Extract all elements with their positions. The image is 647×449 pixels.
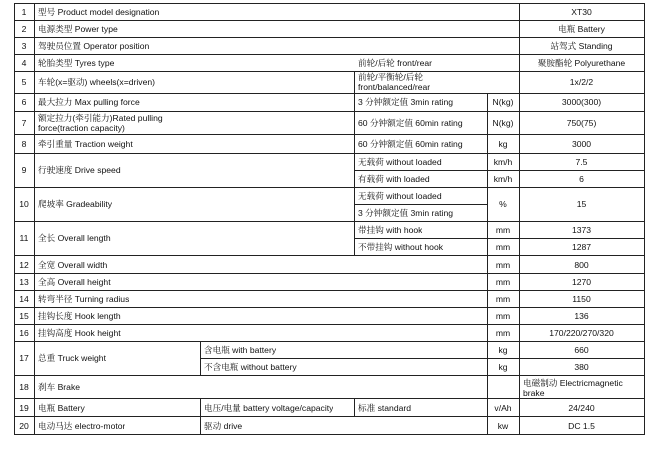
row-value: 1x/2/2 [569, 77, 594, 87]
row-value: 站驾式 Standing [550, 41, 613, 51]
row-standard: 标准 standard [358, 403, 412, 413]
row-divider [14, 153, 645, 154]
row-value: 136 [574, 311, 589, 321]
row-value: 15 [576, 199, 587, 209]
row-condition: 不含电瓶 without battery [204, 362, 297, 372]
row-number: 6 [21, 97, 27, 107]
row-label: 驾驶员位置 Operator position [38, 41, 150, 51]
row-value: 3000 [571, 139, 592, 149]
row-label: 全高 Overall height [38, 277, 111, 287]
row-divider [14, 290, 645, 291]
row-unit: % [499, 199, 507, 209]
row-value: 电瓶 Battery [558, 24, 605, 34]
row-number: 3 [21, 41, 27, 51]
row-divider [14, 273, 645, 274]
row-label: 最大拉力 Max pulling force [38, 97, 140, 107]
row-condition: 3 分钟额定值 3min rating [358, 97, 454, 107]
row-unit: N(kg) [492, 97, 514, 107]
row-unit: mm [495, 328, 511, 338]
row-condition: 含电瓶 with battery [204, 345, 277, 355]
row-divider [14, 20, 645, 21]
row-value: 380 [574, 362, 589, 372]
row-number: 13 [19, 277, 29, 287]
row-unit: mm [495, 225, 511, 235]
row-condition: 带挂钩 with hook [358, 225, 423, 235]
border-line [14, 434, 645, 435]
row-label: 电瓶 Battery [38, 403, 85, 413]
row-condition: 无载荷 without loaded [358, 157, 442, 167]
row-label: 挂钩长度 Hook length [38, 311, 121, 321]
row-label: 车轮(x=驱动) wheels(x=driven) [38, 77, 155, 87]
row-number: 10 [19, 199, 29, 209]
row-unit: mm [495, 242, 511, 252]
column-divider [34, 3, 35, 434]
row-divider [14, 54, 645, 55]
row-condition: 驱动 drive [204, 421, 243, 431]
row-number: 18 [19, 382, 29, 392]
row-number: 20 [19, 421, 29, 431]
row-value: 660 [574, 345, 589, 355]
row-label: 全宽 Overall width [38, 260, 108, 270]
row-label: 刹车 Brake [38, 382, 81, 392]
row-divider [14, 307, 645, 308]
row-divider [354, 238, 645, 239]
column-divider [200, 341, 201, 375]
row-value: XT30 [571, 7, 592, 17]
row-value: 750(75) [566, 118, 597, 128]
row-label: 全长 Overall length [38, 233, 111, 243]
row-value: 聚胺酯轮 Polyurethane [537, 58, 626, 68]
row-divider [14, 255, 645, 256]
border-line [14, 3, 645, 4]
row-condition: 前轮/后轮 front/rear [358, 58, 433, 68]
row-label: 轮胎类型 Tyres type [38, 58, 115, 68]
row-divider [354, 204, 487, 205]
row-label: 总重 Truck weight [38, 353, 106, 363]
row-label: 电源类型 Power type [38, 24, 118, 34]
row-label: 电动马达 electro-motor [38, 421, 126, 431]
row-divider [14, 416, 645, 417]
row-label: 转弯半径 Turning radius [38, 294, 130, 304]
row-value: 170/220/270/320 [549, 328, 614, 338]
row-divider [14, 134, 645, 135]
row-number: 2 [21, 24, 27, 34]
row-number: 1 [21, 7, 27, 17]
row-value: 3000(300) [561, 97, 602, 107]
row-divider [14, 398, 645, 399]
row-label: 额定拉力(牵引能力)Rated pulling [38, 113, 163, 123]
row-unit: kg [498, 362, 508, 372]
row-unit: N(kg) [492, 118, 514, 128]
row-number: 5 [21, 77, 27, 87]
row-number: 16 [19, 328, 29, 338]
row-value: 24/240 [568, 403, 595, 413]
row-condition: 3 分钟额定值 3min rating [358, 208, 454, 218]
row-value: 电磁制动 Electricmagnetic [523, 378, 623, 388]
row-value: 7.5 [575, 157, 588, 167]
row-unit: kw [497, 421, 509, 431]
row-number: 4 [21, 58, 27, 68]
row-condition: 电压/电量 battery voltage/capacity [204, 403, 334, 413]
row-divider [14, 37, 645, 38]
row-divider [14, 341, 645, 342]
row-condition: 60 分钟额定值 60min rating [358, 118, 463, 128]
row-label: 行驶速度 Drive speed [38, 165, 121, 175]
row-unit: mm [495, 311, 511, 321]
row-value: 1270 [571, 277, 592, 287]
row-divider [14, 111, 645, 112]
row-label: 型号 Product model designation [38, 7, 160, 17]
row-unit: v/Ah [494, 403, 512, 413]
row-divider [14, 324, 645, 325]
row-unit: kg [498, 139, 508, 149]
row-unit: km/h [493, 157, 513, 167]
row-unit: kg [498, 345, 508, 355]
row-divider [200, 358, 645, 359]
row-value: 1287 [571, 242, 592, 252]
row-label: force(traction capacity) [38, 123, 125, 133]
row-unit: mm [495, 294, 511, 304]
row-condition: 有载荷 with loaded [358, 174, 430, 184]
row-value: DC 1.5 [568, 421, 595, 431]
row-divider [14, 71, 645, 72]
row-label: 牵引重量 Traction weight [38, 139, 133, 149]
row-divider [14, 375, 645, 376]
row-number: 9 [21, 165, 27, 175]
row-value: 1373 [571, 225, 592, 235]
row-condition: 60 分钟额定值 60min rating [358, 139, 463, 149]
row-unit: mm [495, 260, 511, 270]
row-condition: 前轮/平衡轮/后轮 [358, 72, 423, 82]
row-label: 挂钩高度 Hook height [38, 328, 121, 338]
row-value: 800 [574, 260, 589, 270]
row-number: 7 [21, 118, 27, 128]
row-value: 6 [579, 174, 584, 184]
row-unit: km/h [493, 174, 513, 184]
row-divider [14, 221, 645, 222]
column-divider [200, 398, 201, 434]
row-number: 12 [19, 260, 29, 270]
column-divider [354, 71, 355, 256]
row-number: 15 [19, 311, 29, 321]
row-label: 爬坡率 Gradeability [38, 199, 113, 209]
row-condition: front/balanced/rear [358, 82, 431, 92]
row-condition: 无载荷 without loaded [358, 191, 442, 201]
border-line [644, 3, 645, 434]
row-value: brake [523, 388, 545, 398]
row-divider [14, 187, 645, 188]
row-condition: 不带挂钩 without hook [358, 242, 444, 252]
row-value: 1150 [572, 294, 591, 304]
row-number: 14 [19, 294, 29, 304]
column-divider [354, 398, 355, 416]
row-number: 19 [19, 403, 29, 413]
row-number: 17 [19, 353, 29, 363]
row-divider [14, 93, 645, 94]
row-unit: mm [495, 277, 511, 287]
row-number: 11 [19, 233, 29, 243]
row-divider [354, 170, 645, 171]
row-number: 8 [21, 139, 27, 149]
